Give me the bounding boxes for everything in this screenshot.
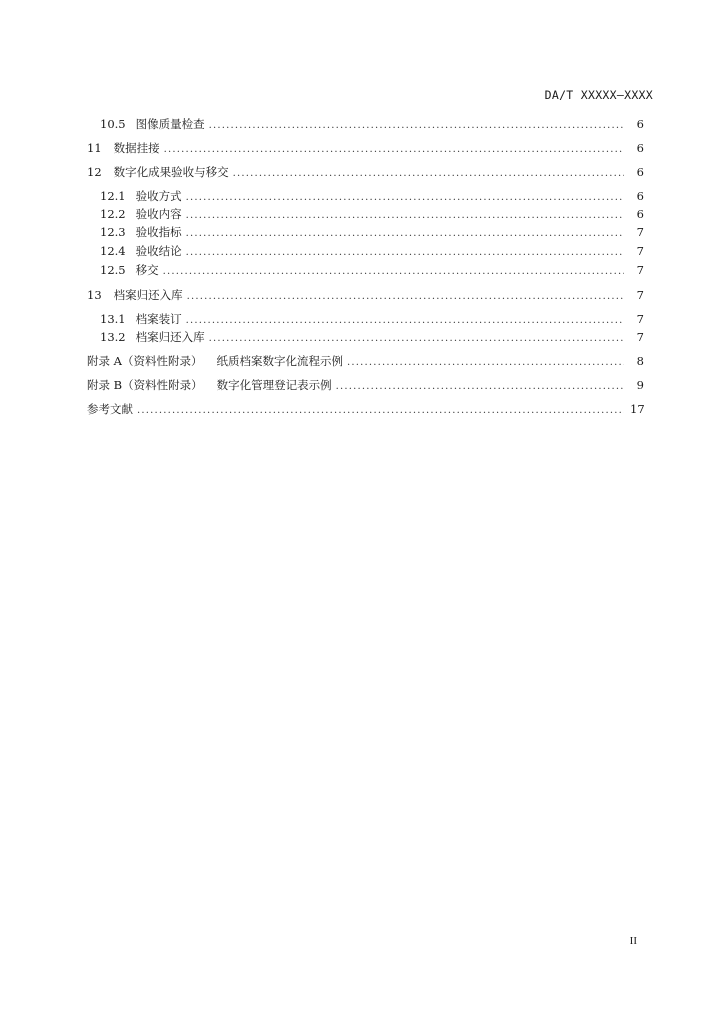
toc-entry-page: 6 [636, 189, 644, 203]
toc-entry-13-1[interactable] [100, 311, 644, 329]
page-number: II [629, 935, 637, 947]
toc-entry-12-3[interactable] [100, 224, 644, 242]
toc-entry-12-1[interactable] [100, 188, 644, 206]
toc-entry-number: 附录 B（资料性附录） [87, 378, 203, 392]
toc-entry-page: 7 [636, 312, 644, 326]
toc-entry-title: 数据挂接 [113, 141, 160, 155]
toc-entry-page: 7 [636, 330, 644, 344]
toc-entry-number: 10.5 [100, 117, 126, 131]
toc-leader-dots [137, 403, 624, 419]
toc-leader-dots [347, 355, 624, 371]
toc-entry-page: 6 [636, 165, 644, 179]
toc-entry-page: 8 [636, 354, 644, 368]
toc-leader-dots [336, 379, 624, 395]
toc-entry-title: 验收内容 [135, 207, 182, 221]
toc-entry-title: 档案归还入库 [135, 330, 205, 344]
toc-entry-title: 参考文献 [87, 402, 133, 416]
toc-entry-title: 档案装订 [135, 312, 182, 326]
toc-entry-title: 纸质档案数字化流程示例 [216, 354, 343, 368]
toc-leader-dots [164, 142, 624, 158]
toc-entry-12[interactable] [87, 164, 644, 182]
toc-leader-dots [186, 226, 624, 242]
toc-entry-11[interactable] [87, 140, 644, 158]
toc-leader-dots [186, 245, 624, 261]
toc-entry-13-2[interactable] [100, 329, 644, 347]
toc-entry-title: 移交 [135, 263, 159, 277]
toc-leader-dots [186, 208, 624, 224]
toc-entry-number: 12.3 [100, 225, 126, 239]
toc-entry-page: 7 [636, 244, 644, 258]
toc-entry-number: 13.2 [100, 330, 126, 344]
toc-entry-page: 17 [630, 402, 645, 416]
toc-leader-dots [186, 313, 624, 329]
toc-entry-title: 数字化成果验收与移交 [113, 165, 229, 179]
toc-entry-number: 12.1 [100, 189, 126, 203]
toc-entry-12-2[interactable] [100, 206, 644, 224]
toc-entry-number: 12 [87, 165, 102, 179]
toc-entry-title: 验收指标 [135, 225, 182, 239]
toc-entry-number: 13 [87, 288, 102, 302]
toc-entry-page: 7 [636, 263, 644, 277]
toc-entry-appendix-a[interactable] [87, 353, 644, 371]
toc-entry-12-4[interactable] [100, 243, 644, 261]
toc-entry-10-5[interactable] [100, 116, 644, 134]
toc-entry-number: 12.5 [100, 263, 126, 277]
toc-entry-page: 7 [636, 225, 644, 239]
toc-entry-page: 7 [636, 288, 644, 302]
toc-entry-title: 验收结论 [135, 244, 182, 258]
toc-entry-title: 验收方式 [135, 189, 182, 203]
toc-entry-12-5[interactable] [100, 262, 644, 280]
toc-entry-number: 附录 A（资料性附录） [87, 354, 203, 368]
toc-leader-dots [186, 190, 624, 206]
toc-entry-number: 12.2 [100, 207, 126, 221]
toc-entry-title: 图像质量检查 [135, 117, 205, 131]
toc-entry-number: 11 [87, 141, 102, 155]
toc-entry-references[interactable] [87, 401, 644, 419]
toc-entry-number: 13.1 [100, 312, 126, 326]
toc-entry-number: 12.4 [100, 244, 126, 258]
toc-leader-dots [233, 166, 624, 182]
toc-entry-page: 6 [636, 207, 644, 221]
standard-code: DA/T XXXXX—XXXX [544, 88, 653, 102]
toc-entry-page: 6 [636, 141, 644, 155]
toc-leader-dots [187, 289, 624, 305]
toc-entry-title: 档案归还入库 [113, 288, 183, 302]
toc-entry-appendix-b[interactable] [87, 377, 644, 395]
toc-entry-13[interactable] [87, 287, 644, 305]
toc-leader-dots [163, 264, 624, 280]
toc-entry-page: 9 [636, 378, 644, 392]
toc-entry-title: 数字化管理登记表示例 [216, 378, 332, 392]
toc-entry-page: 6 [636, 117, 644, 131]
toc-leader-dots [209, 331, 624, 347]
toc-leader-dots [209, 118, 624, 134]
